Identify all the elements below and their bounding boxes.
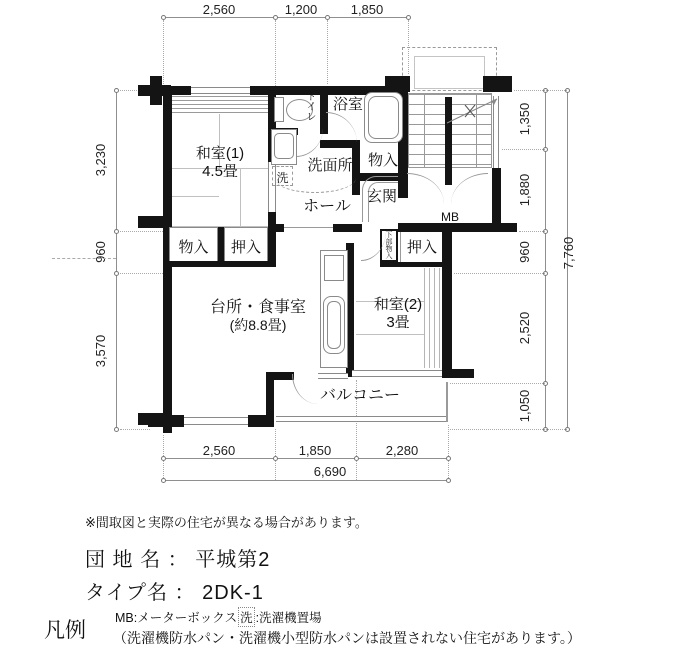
legend-sen-box: 洗 — [238, 607, 255, 627]
wall-hall-dk — [333, 224, 362, 232]
wall-hall-dk — [268, 224, 284, 232]
dim-right-2: 1,880 — [517, 173, 532, 207]
room-mb: MB — [441, 210, 459, 224]
room-washer: 洗 — [276, 171, 289, 185]
wall-top — [163, 86, 191, 95]
toilet-tank — [274, 97, 284, 122]
extension-line — [120, 273, 163, 274]
dim-top-3: 1,850 — [350, 2, 384, 17]
wall-band-right — [268, 227, 276, 267]
danchi-value: 平城第2 — [195, 549, 271, 571]
legend-mb: MB:メーターボックス — [115, 611, 238, 625]
dim-tick — [114, 229, 119, 234]
room-washitsu1-name: 和室(1) — [195, 145, 245, 162]
danchi-row — [85, 543, 270, 572]
dim-line-left — [116, 90, 117, 429]
dim-tick — [114, 271, 119, 276]
dim-left-1: 3,230 — [93, 143, 108, 177]
dim-tick — [161, 478, 166, 483]
dim-tick — [446, 478, 451, 483]
room-dk-name: 台所・食事室 — [209, 299, 306, 316]
room-bath: 浴室 — [332, 96, 363, 113]
dim-top-2: 1,200 — [284, 2, 318, 17]
toilet-door-arc — [296, 128, 323, 157]
tatami-line — [356, 334, 424, 335]
extension-line — [450, 383, 545, 384]
dim-right-3: 960 — [517, 241, 532, 263]
dim-tick — [161, 456, 166, 461]
window-bottom-dk — [184, 417, 248, 425]
dim-right-1: 1,350 — [517, 102, 532, 136]
dim-bottom-3: 2,280 — [385, 443, 419, 458]
dim-right-5: 1,050 — [517, 389, 532, 423]
dim-right-4: 2,520 — [517, 311, 532, 345]
room-washitsu2 — [352, 296, 444, 332]
dim-line-bottom-outer — [163, 480, 448, 481]
dim-bottom-1: 2,560 — [202, 443, 236, 458]
dim-left-2: 960 — [93, 241, 108, 263]
disclaimer-note: ※間取図と実際の住宅が異なる場合があります。 — [85, 515, 368, 530]
dim-top-1: 2,560 — [202, 2, 236, 17]
extension-line — [450, 429, 567, 430]
dim-line-right-inner — [545, 90, 546, 429]
bathtub-inner — [368, 96, 399, 139]
wall-stub — [483, 76, 512, 92]
entry-door-arc-left — [407, 173, 444, 204]
window-top — [191, 87, 250, 94]
wall-band-bottom — [169, 261, 276, 267]
extension-line — [519, 231, 545, 232]
extension-line — [502, 149, 545, 150]
legend-note: （洗濯機防水パン・洗濯機小型防水パンは設置されない住宅があります。） — [113, 630, 581, 646]
dim-tick — [114, 88, 119, 93]
balcony-fence — [276, 416, 448, 422]
stair-upper-inner — [414, 56, 485, 89]
room-genkan: 玄関 — [366, 188, 397, 205]
dim-tick — [446, 456, 451, 461]
type-value: 2DK-1 — [202, 582, 264, 604]
legend-title: 凡例 — [44, 619, 86, 642]
washitsu1-window-band — [172, 96, 268, 114]
balcony-fence-end — [446, 382, 448, 422]
wall-stub — [385, 76, 410, 92]
window-dk-balcony — [318, 373, 348, 379]
dim-right-total: 7,760 — [561, 236, 576, 270]
legend-line — [115, 607, 322, 627]
wall-stair-bottom — [398, 223, 517, 232]
type-row — [85, 576, 264, 605]
extension-line — [448, 425, 449, 480]
wall-stub — [150, 76, 162, 105]
wall-balcony-left — [266, 372, 274, 427]
dim-bottom-total: 6,690 — [313, 464, 347, 479]
dim-left-3: 3,570 — [93, 334, 108, 368]
room-oshiire-right: 押入 — [406, 239, 437, 256]
stair-grid-line — [424, 93, 425, 168]
doorway-line — [284, 227, 333, 228]
room-washitsu1 — [172, 145, 268, 181]
bath-door-arc — [326, 112, 357, 143]
type-label: タイプ名 ： — [85, 582, 196, 604]
wall-oshiire2-bottom — [380, 262, 448, 267]
room-dk — [170, 298, 346, 334]
wall-stub — [138, 216, 171, 228]
wall-bottom — [148, 415, 184, 427]
room-washroom: 洗面所 — [307, 157, 353, 174]
room-hall: ホール — [303, 198, 351, 215]
entry-door-arc-right — [451, 173, 488, 204]
room-washitsu2-size: 3畳 — [386, 314, 410, 331]
room-storage-lower: 下部物入 — [385, 231, 392, 259]
dim-line-top — [163, 17, 408, 18]
kitchen-stove — [324, 255, 344, 281]
tatami-line — [172, 196, 219, 197]
room-balcony: バルコニー — [319, 387, 400, 404]
dim-tick — [273, 456, 278, 461]
room-toilet: トイレ — [304, 91, 315, 121]
neighbor-boundary-dashes — [52, 258, 116, 259]
extension-line — [454, 273, 545, 274]
dim-tick — [114, 427, 119, 432]
wall-stair-right — [492, 168, 501, 225]
extension-line — [275, 429, 276, 480]
room-washitsu1-size: 4.5畳 — [202, 163, 238, 180]
extension-line — [120, 429, 150, 430]
room-dk-size: (約8.8畳) — [229, 317, 287, 334]
dim-line-bottom-inner — [163, 458, 448, 459]
room-washitsu2-name: 和室(2) — [373, 296, 423, 313]
dim-tick — [354, 456, 359, 461]
dim-bottom-2: 1,850 — [298, 443, 332, 458]
legend-sen-desc: :洗濯機置場 — [255, 611, 322, 625]
wall-dk-balcony — [266, 372, 294, 380]
extension-line — [163, 20, 164, 84]
extension-line — [120, 231, 163, 232]
extension-line — [275, 20, 276, 86]
extension-line — [327, 20, 328, 84]
stair-direction-arrow — [445, 95, 503, 127]
room-storage-left: 物入 — [178, 239, 209, 256]
window-washitsu2 — [352, 370, 444, 377]
wall-stub — [442, 369, 474, 378]
room-oshiire-left: 押入 — [230, 239, 261, 256]
washbasin-bowl — [274, 133, 294, 159]
room-storage-top: 物入 — [367, 152, 398, 169]
danchi-label: 団 地 名 ： — [85, 549, 189, 571]
extension-line — [514, 90, 567, 91]
washitsu1-bottom-line — [172, 226, 268, 227]
